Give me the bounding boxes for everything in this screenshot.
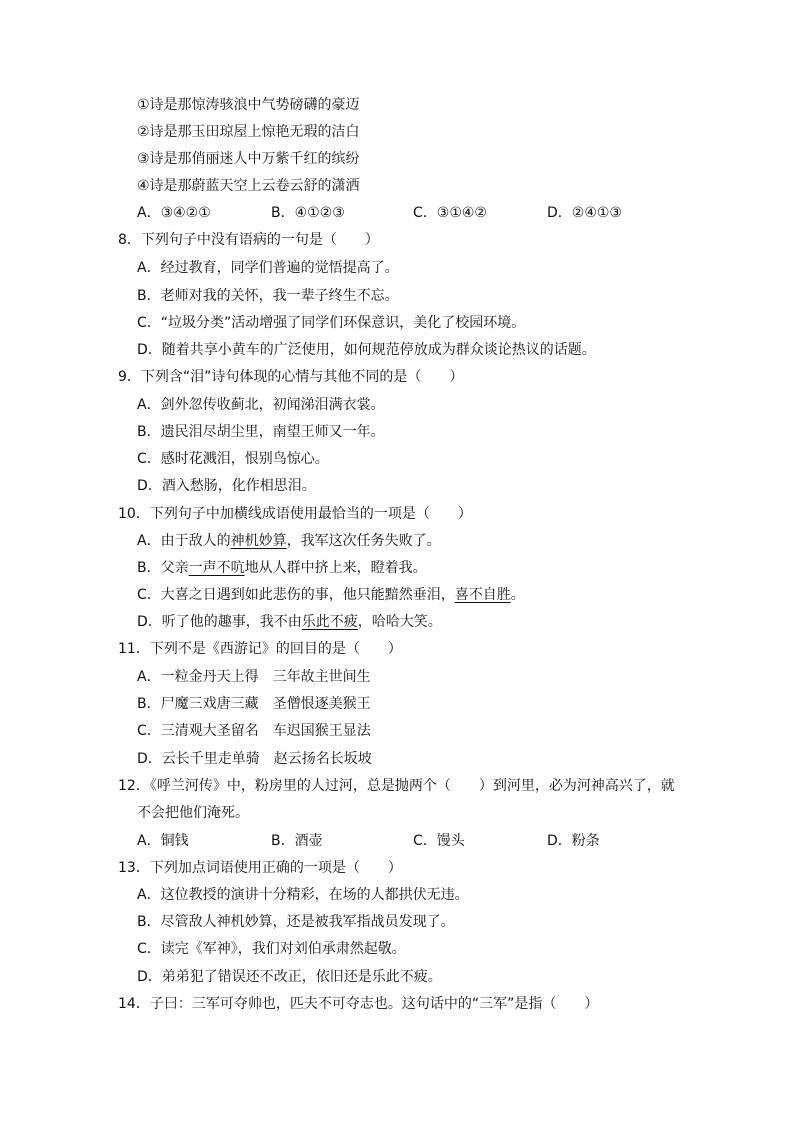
q7-option-b: B．④①②③ (271, 205, 345, 221)
q12-option-c: C．馒头 (413, 833, 465, 849)
q14-stem: 14．子曰：三军可夺帅也，匹夫不可夺志也。这句话中的“三军”是指（ ） (118, 996, 599, 1012)
q7-item-4: ④诗是那蔚蓝天空上云卷云舒的潇洒 (137, 178, 360, 194)
q10-a-prefix: A．由于敌人的 (137, 533, 231, 549)
q13-option-d: D．弟弟犯了错误还不改正，依旧还是乐此不疲。 (137, 969, 442, 985)
q10-a-suffix: ，我军这次任务失败了。 (286, 533, 441, 549)
q12-stem-line-2: 不会把他们淹死。 (137, 805, 249, 821)
q10-c-suffix: 。 (510, 587, 525, 603)
q8-option-a: A．经过教育，同学们普遍的觉悟提高了。 (137, 260, 399, 276)
q8-option-d: D．随着共享小黄车的广泛使用，如何规范停放成为群众谈论热议的话题。 (137, 342, 596, 358)
q8-option-b: B．老师对我的关怀，我一辈子终生不忘。 (137, 288, 399, 304)
q10-b-idiom: 一声不吭 (188, 560, 245, 576)
q13-option-b: B．尽管敌人神机妙算，还是被我军指战员发现了。 (137, 914, 455, 930)
q13-option-c: C．读完《军神》，我们对刘伯承肃然起敬。 (137, 941, 406, 957)
q13-option-a: A．这位教授的演讲十分精彩，在场的人都拱伏无违。 (137, 887, 469, 903)
q13-stem: 13．下列加点词语使用正确的一项是（ ） (118, 860, 402, 876)
q7-item-2: ②诗是那玉田琼屋上惊艳无瑕的洁白 (137, 124, 360, 140)
q11-option-a: A．一粒金丹天上得 三年故主世间生 (137, 669, 371, 685)
q11-option-d: D．云长千里走单骑 赵云扬名长坂坡 (137, 751, 372, 767)
q10-stem: 10．下列句子中加横线成语使用最恰当的一项是（ ） (118, 506, 472, 522)
q12-option-d: D．粉条 (547, 833, 600, 849)
q7-option-d: D．②④①③ (547, 205, 622, 221)
q10-c-idiom: 喜不自胜 (454, 587, 511, 603)
q7-item-1: ①诗是那惊涛骇浪中气势磅礴的豪迈 (137, 97, 360, 113)
q9-stem: 9．下列含“泪”诗句体现的心情与其他不同的是（ ） (118, 369, 464, 385)
q9-option-d: D．酒入愁肠，化作相思泪。 (137, 478, 316, 494)
q11-option-c: C．三清观大圣留名 车迟国猴王显法 (137, 723, 371, 739)
q10-d-suffix: ，哈哈大笑。 (357, 614, 442, 630)
q10-c-prefix: C．大喜之日遇到如此悲伤的事，他只能黯然垂泪， (137, 587, 455, 603)
q11-option-b: B．尸魔三戏唐三藏 圣僧恨逐美猴王 (137, 696, 371, 712)
q7-item-3: ③诗是那俏丽迷人中万紫千红的缤纷 (137, 151, 360, 167)
q9-option-b: B．遗民泪尽胡尘里，南望王师又一年。 (137, 424, 385, 440)
q7-option-c: C．③①④② (413, 205, 487, 221)
q10-option-d (137, 612, 442, 632)
q10-d-prefix: D．听了他的趣事，我不由 (137, 614, 302, 630)
q10-option-b (137, 558, 427, 578)
q8-stem: 8．下列句子中没有语病的一句是（ ） (118, 232, 379, 248)
q11-stem: 11．下列不是《西游记》的回目的是（ ） (118, 641, 402, 657)
q12-stem-line-1: 12．《呼兰河传》中，粉房里的人过河，总是抛两个（ ）到河里，必为河神高兴了，就 (118, 778, 675, 794)
q10-b-prefix: B．父亲 (137, 560, 189, 576)
q12-option-a: A．铜钱 (137, 833, 189, 849)
q10-b-suffix: 地从人群中挤上来，瞪着我。 (244, 560, 427, 576)
q8-option-c: C．“垃圾分类”活动增强了同学们环保意识，美化了校园环境。 (137, 315, 526, 331)
q10-a-idiom: 神机妙算 (230, 533, 287, 549)
q7-option-a: A．③④②① (137, 205, 211, 221)
q10-option-a (137, 531, 441, 551)
q10-option-c (137, 585, 525, 605)
q12-option-b: B．酒壶 (271, 833, 323, 849)
q9-option-c: C．感时花溅泪，恨别鸟惊心。 (137, 451, 329, 467)
q10-d-idiom: 乐此不疲 (301, 614, 358, 630)
q9-option-a: A．剑外忽传收蓟北，初闻涕泪满衣裳。 (137, 397, 385, 413)
